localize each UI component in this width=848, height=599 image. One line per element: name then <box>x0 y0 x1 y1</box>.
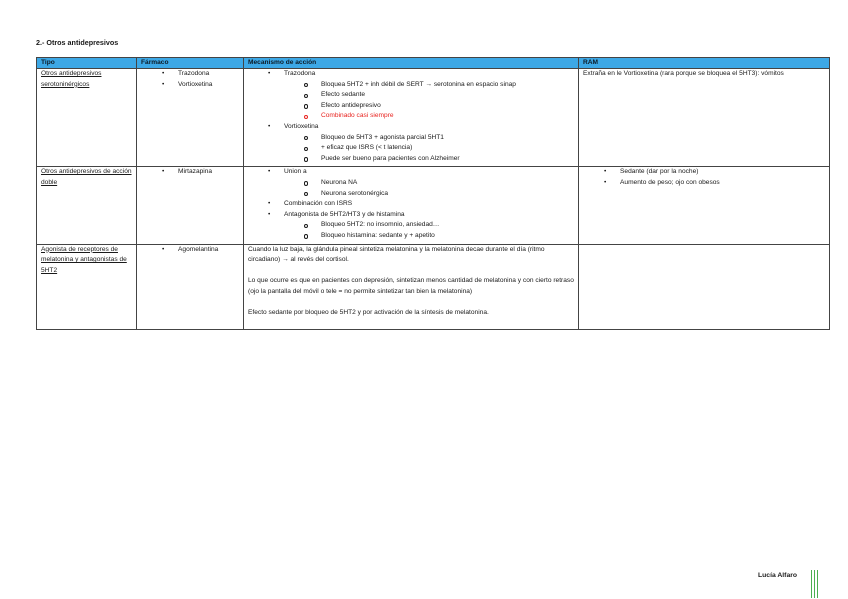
list-item: • Vortioxetina <box>141 80 239 91</box>
list-item: Neurona NA <box>248 178 574 189</box>
header-tipo: Tipo <box>37 58 137 69</box>
cell-mecanismo <box>244 167 579 244</box>
list-item: Puede ser bueno para pacientes con Alzheimer <box>248 154 574 165</box>
cell-mecanismo <box>244 69 579 167</box>
table-row <box>37 167 830 244</box>
cell-farmaco <box>137 167 244 244</box>
table-row <box>37 244 830 329</box>
list-item: Efecto sedante <box>248 90 574 101</box>
mecanismo-paragraph: Cuando la luz baja, la glándula pineal sintetiza melatonina y la melatonina decae durante el día (ritmo circadiano) → al revés del cortisol. <box>248 245 545 264</box>
page-title: 2.- Otros antidepresivos <box>36 38 119 47</box>
list-item: • Aumento de peso; ojo con obesos <box>583 178 825 189</box>
list-item: • Mirtazapina <box>141 167 239 178</box>
list-item: • Trazodona <box>141 69 239 80</box>
header-mecanismo: Mecanismo de acción <box>244 58 579 69</box>
mecanismo-list <box>248 167 574 241</box>
list-item: • Sedante (dar por la noche) <box>583 167 825 178</box>
tipo-label: Otros antidepresivos de acción doble <box>41 168 132 186</box>
list-item: • Trazodona <box>248 69 574 80</box>
cell-mecanismo <box>244 244 579 329</box>
farmaco-list <box>141 245 239 256</box>
list-item: Bloquea 5HT2 + inh débil de SERT → serotonina en espacio sinap <box>248 80 574 91</box>
list-item: • Union a <box>248 167 574 178</box>
list-item: + eficaz que ISRS (< t latencia) <box>248 143 574 154</box>
antidepressant-table <box>36 57 830 330</box>
list-item: • Vortioxetina <box>248 122 574 133</box>
cell-tipo <box>37 244 137 329</box>
mecanismo-list <box>248 69 574 164</box>
footer-accent-bars <box>811 570 819 598</box>
table-header-row <box>37 58 830 69</box>
cell-tipo <box>37 167 137 244</box>
cell-ram <box>579 69 830 167</box>
list-item: Efecto antidepresivo <box>248 101 574 112</box>
header-farmaco: Fármaco <box>137 58 244 69</box>
list-item: Neurona serotonérgica <box>248 189 574 200</box>
farmaco-list <box>141 69 239 90</box>
list-item: Bloqueo de 5HT3 + agonista parcial 5HT1 <box>248 133 574 144</box>
mecanismo-paragraph: Efecto sedante por bloqueo de 5HT2 y por activación de la síntesis de melatonina. <box>248 309 489 317</box>
cell-farmaco <box>137 69 244 167</box>
author-name: Lucía Alfaro <box>758 572 798 579</box>
highlighted-list-item: Combinado casi siempre <box>248 111 574 122</box>
cell-farmaco <box>137 244 244 329</box>
cell-ram <box>579 167 830 244</box>
tipo-label: Agonista de receptores de melatonina y antagonistas de 5HT2 <box>41 245 127 274</box>
farmaco-list <box>141 167 239 178</box>
cell-tipo <box>37 69 137 167</box>
list-item: • Agomelantina <box>141 245 239 256</box>
tipo-label: Otros antidepresivos serotoninérgicos <box>41 70 102 88</box>
cell-ram <box>579 244 830 329</box>
list-item: • Combinación con ISRS <box>248 199 574 210</box>
table-row <box>37 69 830 167</box>
list-item: Bloqueo 5HT2: no insomnio, ansiedad… <box>248 220 574 231</box>
header-ram: RAM <box>579 58 830 69</box>
ram-text: Extraña en le Vortioxetina (rara porque se bloquea el 5HT3): vómitos <box>583 70 784 77</box>
mecanismo-paragraph: Lo que ocurre es que en pacientes con depresión, sintetizan menos cantidad de melatonina y con cierto retraso (ojo la pantalla del móvil o tele = no permite sintetizar tan bien la melatonina) <box>248 277 574 295</box>
ram-list <box>583 167 825 188</box>
list-item: • Antagonista de 5HT2/HT3 y de histamina <box>248 210 574 221</box>
list-item: Bloqueo histamina: sedante y + apetito <box>248 231 574 242</box>
